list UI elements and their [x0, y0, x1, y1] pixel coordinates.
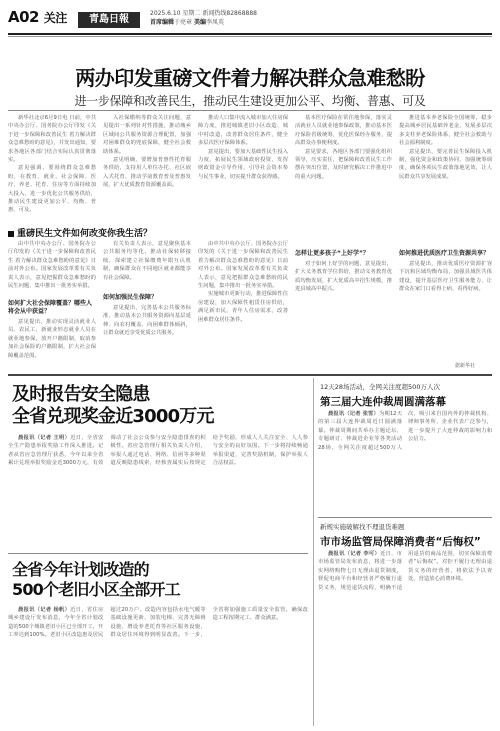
renovation-story-body: 晨报讯（记者 杨帆）近日，省住房城乡建设厅发布消息，今年全省计划改造的500个城镇老旧小区已全部开工，开工率达到100%。老旧小区改造惠及居民超过20万户，改造内容包括水电气暖等基础设施更新、加装电梯、完善无障碍设施、增设养老托育等社区服务设施，群众居住环境得到明显改善。下一步，全省将加强施工质量安全监管，确保改造工程按期完工、群众满意。 [8, 607, 308, 639]
page-meta: 2025.6.10 星期二 新闻热线82868888 首席编辑于亮章 美编李凤英 [150, 10, 257, 26]
qa-question-5: 怎样让更多孩子“上好学”？ [295, 250, 369, 257]
refund-kicker: 新规实施破解找不理退货难题 [320, 523, 405, 531]
qa-question-6: 如何推进优质医疗卫生资源共享？ [399, 250, 490, 257]
page-header [8, 6, 492, 36]
safety-headline: 及时报告安全隐患 全省兑现奖金近3000万元 [12, 384, 214, 427]
safety-story-body: 晨报讯（记者 王明）近日，全省安全生产隐患举报奖励工作深入推进。记者从省应急管理厅获悉，今年以来全省累计兑现举报奖励金近3000万元，有效调动了社会公众参与安全隐患排查的积极性。省应急管理厅相关负责人介绍，举报人通过电话、网络、信函等多种渠道反映隐患线索，经核查属实后按规定给予奖励，形成人人关注安全、人人参与安全的良好氛围。下一步将持续畅通举报渠道，完善奖励机制，保护举报人合法权益。 [8, 435, 308, 467]
qa-answer-3: 意见提出，完善基本公共服务标准，推动基本公共服务资源向基层延伸、向农村覆盖、向困难群体倾斜，让群众就近享受优质公共服务。 [103, 305, 191, 337]
refund-story-body: 晨报讯（记者 李可）近日，市市场监管局发布消息，将进一步落实网络购物七日无理由退货制度，督促电商平台和经营者严格履行退货义务，规范退货流程，明确不适用退货的商品范围，切实保障消费者“后悔权”。对拒不履行无理由退货义务的经营者，将依法予以查处，营造放心消费环境。 [318, 551, 492, 591]
refund-headline: 市市场监管局保障消费者“后悔权” [320, 536, 481, 548]
main-story-col3: 推动人口集中流入城市加大住房保障力度，推进城镇老旧小区改造、城中村改造，改善群众居住条件，健全多层次医疗保障体系。 意见提出，要加大基础性民生投入力度，拓展民生领域政府投资，发挥财政资金引导作用，引导社会资本参与民生事业，切实提升群众获得感。 [198, 115, 288, 180]
qa-answer-6: 意见提出，推动优质医疗资源扩容下沉和区域均衡布局，加强县域医共体建设，提升基层医疗卫生服务能力，让群众在家门口看得上病、看得好病。 [399, 261, 492, 293]
newspaper-logo: 青島日報 [78, 12, 140, 28]
divider [318, 517, 492, 518]
main-story-col2: 入社保缴纳等群众关注问题，意见提出一系列针对性措施，推动城乡区域间公共服务资源合理配置，加强对困难群众的兜底保障，健全社会救助体系。 意见明确，要增加普惠性托育服务供给，支持用人单位办托、社区嵌入式托育，推动学前教育普及普惠发展，扩大优质教育资源覆盖面。 [103, 115, 191, 189]
qa-section-title: 重磅民生文件如何改变你我生活？ [8, 226, 152, 239]
qa-answer-2: 意见提出，推动实现灵活就业人员、农民工、新就业形态就业人员在就业地参保，放开户籍限制，取消参加社会保险的户籍限制，扩大社会保障覆盖范围。 [8, 319, 96, 359]
column-divider [313, 378, 314, 726]
qa-answer-2-cont: 有关负责人表示，意见聚焦基本公共服务均等化，推动社保转移接续，探索建立社保缴费年限互认机制，确保群众在不同地区就业都能享有社会保障。 [103, 241, 191, 281]
qa-question-2: 如何扩大社会保障覆盖？哪些人将会从中获益？ [8, 300, 93, 315]
arbitration-headline: 第三届大连仲裁周圆满落幕 [320, 396, 446, 408]
main-story-col1: 新华社北京6月9日电 日前，中共中央办公厅、国务院办公厅印发《关于进一步保障和改善民生 着力解决群众急难愁盼的意见》，并发出通知，要求各地区各部门结合实际认真贯彻落实。 意见强调，要围绕群众急难愁盼，在教育、就业、社会保障、医疗、养老、托育、住房等方面持续加大投入，进一步优化公共服务供给，推动民生建设更加公平、均衡、普惠、可及。 [8, 115, 96, 214]
qa-answer-1: 由中共中央办公厅、国务院办公厅印发的《关于进一步保障和改善民生 着力解决群众急难愁盼的意见》日前对外公布。国家发展改革委有关负责人表示，意见把握群众急难愁盼的民生问题，集中推出一批务实举措。 [8, 241, 96, 290]
arbitration-kicker: 12天28场活动，全网关注度超500万人次 [320, 383, 440, 391]
qa-question-3: 如何加强民生保障？ [103, 294, 158, 301]
qa-answer-5: 对于如何上好学的问题，意见提出，扩大义务教育学位供给，推动义务教育优质均衡发展，扩大优质高中招生规模，推进县域高中振兴。 [295, 261, 392, 293]
main-subhead: 进一步保障和改善民生，推动民生建设更加公平、均衡、普惠、可及 [74, 94, 426, 108]
header-rule-thin [8, 36, 492, 37]
arbitration-story-body: 晨报讯（记者 张雪）为期12天的第三届大连仲裁周近日圆满落幕。仲裁周期间共举办主题论坛、专题研讨、仲裁进企业等各类活动28场，全网关注度超过500万人次，吸引来自国内外的仲裁机构、律师事务所、企业代表广泛参与，进一步提升了大连仲裁的影响力和公信力。 [318, 411, 492, 451]
main-headline: 两办印发重磅文件着力解决群众急难愁盼 [75, 66, 425, 90]
main-story-col5: 推进基本养老保险全国统筹，稳步提高城乡居民基础养老金，发展多层次多支柱养老保险体系，健全社会救助与社会福利制度。 意见提出，要完善民生保障投入机制，强化资金和政策协同，加强统筹调度，确保各项民生政策落地见效，让人民群众共享发展成果。 [399, 115, 492, 180]
main-story-col4: 基本医疗保险在常住地参保，落实灵活就业人员就业地参保政策，推动基本医疗保险省级统筹，优化医保经办服务，提高群众办事便利度。 意见要求，各地区各部门要强化组织领导，压实责任，把保障和改善民生工作摆在突出位置，及时研究解决工作推进中的重大问题。 [295, 115, 392, 180]
qa-answer-4: 由中共中央办公厅、国务院办公厅印发的《关于进一步保障和改善民生 着力解决群众急难愁盼的意见》日前对外公布。国家发展改革委有关负责人表示，意见把握群众急难愁盼的民生问题，集中推出一批务实举措。 实施城市更新行动，推进保障性住房建设，加大保障性租赁住房供给，满足新市民、青年人住房需求，改善困难群众居住条件。 [198, 241, 288, 323]
page-number: A02 关注 [8, 8, 67, 26]
square-icon [8, 231, 14, 237]
renovation-headline: 全省今年计划改造的 500个老旧小区全部开工 [12, 560, 180, 599]
qa-credit: 据新华社 [455, 363, 476, 369]
divider [8, 110, 492, 111]
divider [8, 553, 308, 554]
header-rule [8, 33, 492, 35]
section-divider [8, 374, 492, 376]
